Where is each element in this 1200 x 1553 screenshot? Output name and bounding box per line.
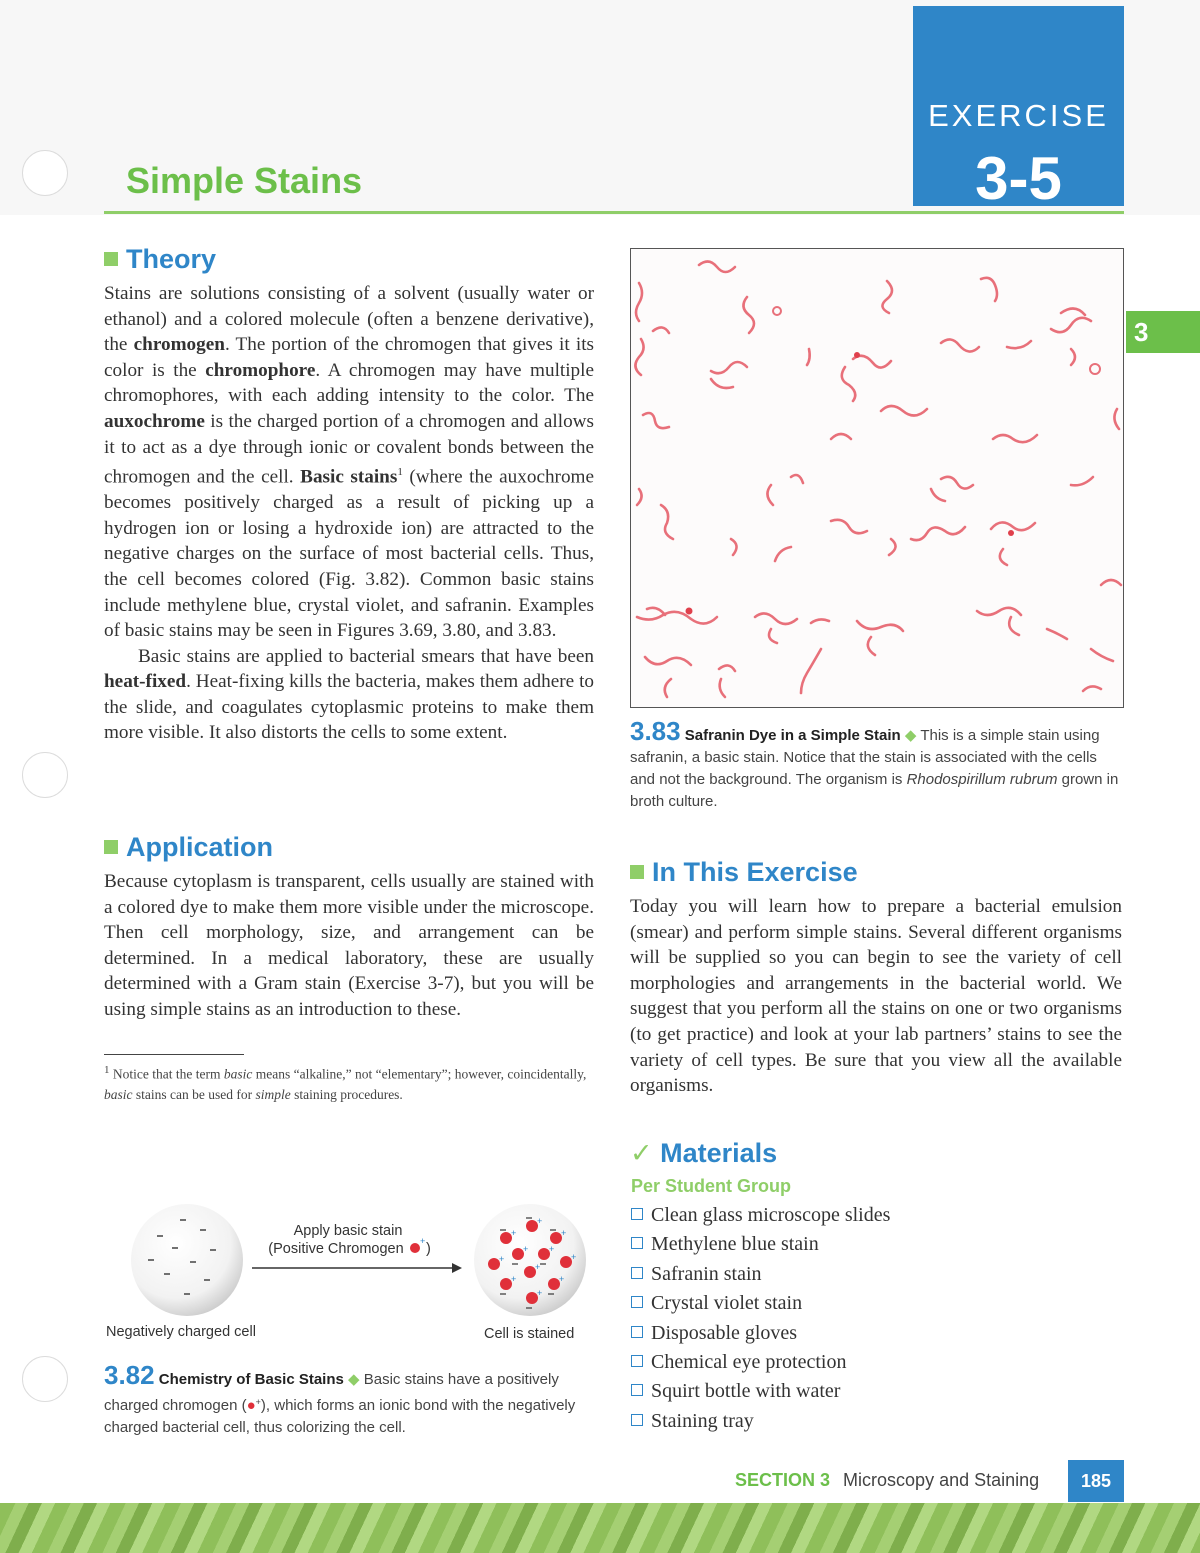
checkbox-icon[interactable] bbox=[631, 1414, 643, 1426]
heading-square-icon bbox=[104, 252, 118, 266]
label-negative-cell: Negatively charged cell bbox=[106, 1324, 256, 1340]
application-body: Because cytoplasm is transparent, cells usually are stained with a colored dye to make them more visible under the microscope. Then cell morphology, size, and arrangement can be determined. In a medical laboratory, these are usually determined with a Gram stain (Exercise 3-7), but you will be using simple stains as an introduction to these. bbox=[104, 871, 594, 1020]
page-title: Simple Stains bbox=[126, 160, 363, 201]
text-run: . A chromogen may have multiple chromophores, with each adding intensity to the color. The bbox=[104, 359, 595, 407]
footnote-ref[interactable]: 1 bbox=[397, 466, 403, 479]
figure-number: 3.82 bbox=[104, 1360, 155, 1390]
figure-3-83-caption bbox=[630, 716, 1124, 813]
application-heading-text: Application bbox=[126, 832, 273, 862]
checkmark-icon: ✓ bbox=[630, 1138, 653, 1168]
footnote bbox=[104, 1060, 594, 1105]
application-heading bbox=[104, 832, 273, 863]
svg-text:+: + bbox=[499, 1254, 505, 1264]
checkbox-icon[interactable] bbox=[631, 1326, 643, 1338]
svg-text:+: + bbox=[559, 1274, 565, 1284]
checkbox-icon[interactable] bbox=[631, 1355, 643, 1367]
footnote-marker: 1 bbox=[104, 1064, 110, 1076]
text-run: basic bbox=[223, 1066, 253, 1082]
heading-square-icon bbox=[630, 865, 644, 879]
svg-text:+: + bbox=[523, 1244, 529, 1254]
svg-text:+: + bbox=[537, 1216, 543, 1226]
svg-text:+: + bbox=[511, 1228, 517, 1238]
materials-subheading: Per Student Group bbox=[631, 1176, 792, 1196]
diamond-icon: ◆ bbox=[348, 1371, 360, 1388]
in-this-exercise-body: Today you will learn how to prepare a bacterial emulsion (smear) and perform simple stains. Several different organisms will be supplied so you can begin to see the variety of cell morphologies and arrangements in the bacterial world. We suggest that you perform all the stains on one or two organisms (to get practice) and look at your lab partners’ stains to see the variety of cell types. Be sure that you view all the available organisms. bbox=[630, 896, 1122, 1097]
materials-item[interactable] bbox=[631, 1233, 1111, 1262]
figure-3-82-caption bbox=[104, 1360, 596, 1439]
text-run: . The portion of the chromogen that gives it its color is the bbox=[104, 334, 594, 381]
safranin-micrograph bbox=[630, 248, 1124, 708]
caption-text: Basic stains have a positively charged chromogen ( bbox=[104, 1371, 559, 1414]
materials-heading bbox=[630, 1138, 777, 1169]
svg-text:+: + bbox=[535, 1262, 541, 1272]
footnote-rule bbox=[104, 1054, 244, 1055]
exercise-badge bbox=[913, 6, 1124, 212]
footer-section bbox=[735, 1470, 1039, 1491]
binder-hole bbox=[22, 1356, 68, 1402]
checkbox-icon[interactable] bbox=[631, 1237, 643, 1249]
materials-item[interactable] bbox=[631, 1380, 1111, 1409]
materials-item-label: Safranin stain bbox=[651, 1262, 762, 1285]
materials-item-label: Crystal violet stain bbox=[651, 1292, 803, 1315]
svg-text:+: + bbox=[549, 1244, 555, 1254]
svg-text:+: + bbox=[511, 1274, 517, 1284]
theory-heading bbox=[104, 244, 216, 275]
materials-item-label: Squirt bottle with water bbox=[651, 1380, 841, 1403]
text-run: stains can be used for bbox=[132, 1086, 256, 1102]
arrow-label-line-2: (Positive Chromogen bbox=[268, 1241, 404, 1257]
text-run: simple bbox=[255, 1086, 291, 1102]
materials-item-label: Clean glass microscope slides bbox=[651, 1204, 891, 1226]
text-run: . Heat-fixing kills the bacteria, makes them adhere to the slide, and coagulates cytoplasmic proteins to make them more visible. It also distorts the cells to some extent. bbox=[104, 671, 594, 744]
theory-paragraph-2 bbox=[104, 644, 594, 746]
figure-title: Chemistry of Basic Stains bbox=[158, 1371, 344, 1388]
heading-square-icon bbox=[104, 840, 118, 854]
materials-item-label: Chemical eye protection bbox=[651, 1350, 847, 1373]
plus-icon: + bbox=[255, 1397, 261, 1407]
exercise-number: 3-5 bbox=[975, 145, 1062, 212]
text-run: staining procedures. bbox=[290, 1086, 403, 1102]
text-run: basic bbox=[104, 1086, 133, 1102]
figure-title: Safranin Dye in a Simple Stain bbox=[684, 727, 901, 744]
checkbox-icon[interactable] bbox=[631, 1296, 643, 1308]
materials-item-label: Methylene blue stain bbox=[651, 1233, 819, 1256]
arrow-head-icon bbox=[452, 1263, 462, 1273]
chromogen-legend-icon bbox=[410, 1243, 420, 1253]
arrow-label-line-1: Apply basic stain bbox=[293, 1223, 403, 1239]
in-this-exercise-heading-text: In This Exercise bbox=[652, 857, 858, 887]
page-number: 185 bbox=[1068, 1460, 1124, 1502]
label-stained-cell: Cell is stained bbox=[484, 1326, 575, 1342]
organism-name: Rhodospirillum rubrum bbox=[906, 771, 1058, 788]
theory-body bbox=[104, 281, 594, 746]
term-basic-stains: Basic stains bbox=[300, 466, 398, 488]
negative-cell bbox=[131, 1204, 243, 1316]
term-chromophore: chromophore bbox=[205, 359, 316, 381]
section-side-tab bbox=[1126, 311, 1200, 353]
theory-heading-text: Theory bbox=[126, 244, 217, 274]
diamond-icon: ◆ bbox=[904, 727, 917, 744]
figure-number: 3.83 bbox=[630, 716, 681, 746]
materials-item-label: Disposable gloves bbox=[651, 1321, 798, 1344]
legend-plus-icon: + bbox=[420, 1236, 426, 1246]
materials-list bbox=[631, 1204, 1111, 1439]
materials-item[interactable] bbox=[631, 1204, 1111, 1233]
caption-text: grown in broth culture. bbox=[630, 771, 1119, 810]
materials-item[interactable] bbox=[631, 1410, 1111, 1439]
materials-item[interactable] bbox=[631, 1351, 1111, 1380]
text-run: Basic stains are applied to bacterial smears that have been bbox=[138, 645, 594, 667]
svg-text:+: + bbox=[537, 1288, 543, 1298]
materials-item[interactable] bbox=[631, 1263, 1111, 1292]
footer-section-label: SECTION 3 bbox=[735, 1470, 831, 1490]
footer-section-title: Microscopy and Staining bbox=[843, 1470, 1040, 1490]
term-chromogen: chromogen bbox=[133, 334, 225, 356]
svg-text:+: + bbox=[571, 1252, 577, 1262]
binder-hole bbox=[22, 752, 68, 798]
caption-text: This is a simple stain using safranin, a basic stain. Notice that the stain is associated with the cells and not the background. The organism is bbox=[630, 727, 1100, 788]
exercise-label: EXERCISE bbox=[928, 98, 1109, 133]
checkbox-icon[interactable] bbox=[631, 1208, 643, 1220]
chromogen-dot-icon: ● bbox=[246, 1397, 256, 1414]
materials-item[interactable] bbox=[631, 1322, 1111, 1351]
term-heat-fixed: heat-fixed bbox=[104, 671, 187, 693]
text-run: Notice that the term bbox=[112, 1066, 224, 1082]
theory-paragraph-1 bbox=[104, 281, 594, 644]
text-run: Stains are solutions consisting of a solvent (usually water or ethanol) and a colored molecule (often a benzene derivative), the bbox=[104, 283, 594, 356]
caption-text: ), which forms an ionic bond with the negatively charged bacterial cell, thus colorizing the cell. bbox=[104, 1397, 576, 1436]
text-run: (where the auxochrome becomes positively charged as a result of picking up a hydrogen ion or losing a hydroxide ion) are attracted to the negative charges on the surface of most bacterial cells. Thus, the cell becomes colored (Fig. 3.82). Common basic stains include methylene blue, crystal violet, and safranin. Examples of basic stains may be seen in Figures 3.69, 3.80, and 3.83. bbox=[104, 466, 594, 642]
bacteria-field bbox=[631, 249, 1123, 707]
svg-text:+: + bbox=[561, 1228, 567, 1238]
checkbox-icon[interactable] bbox=[631, 1267, 643, 1279]
legend-close-paren: ) bbox=[426, 1241, 431, 1257]
materials-item-label: Staining tray bbox=[651, 1409, 754, 1432]
text-run: is the charged portion of a chromogen and allows it to act as a dye through ionic or covalent bonds between the chromogen and the cell. bbox=[104, 410, 594, 488]
term-auxochrome: auxochrome bbox=[104, 410, 205, 432]
footer-decorative-band bbox=[0, 1503, 1200, 1553]
binder-hole bbox=[22, 150, 68, 196]
materials-item[interactable] bbox=[631, 1292, 1111, 1321]
checkbox-icon[interactable] bbox=[631, 1384, 643, 1396]
materials-heading-text: Materials bbox=[660, 1138, 778, 1168]
side-tab-label: 3 bbox=[1134, 317, 1149, 347]
in-this-exercise-heading bbox=[630, 857, 858, 888]
text-run: means “alkaline,” not “elementary”; however, coincidentally, bbox=[252, 1066, 587, 1082]
